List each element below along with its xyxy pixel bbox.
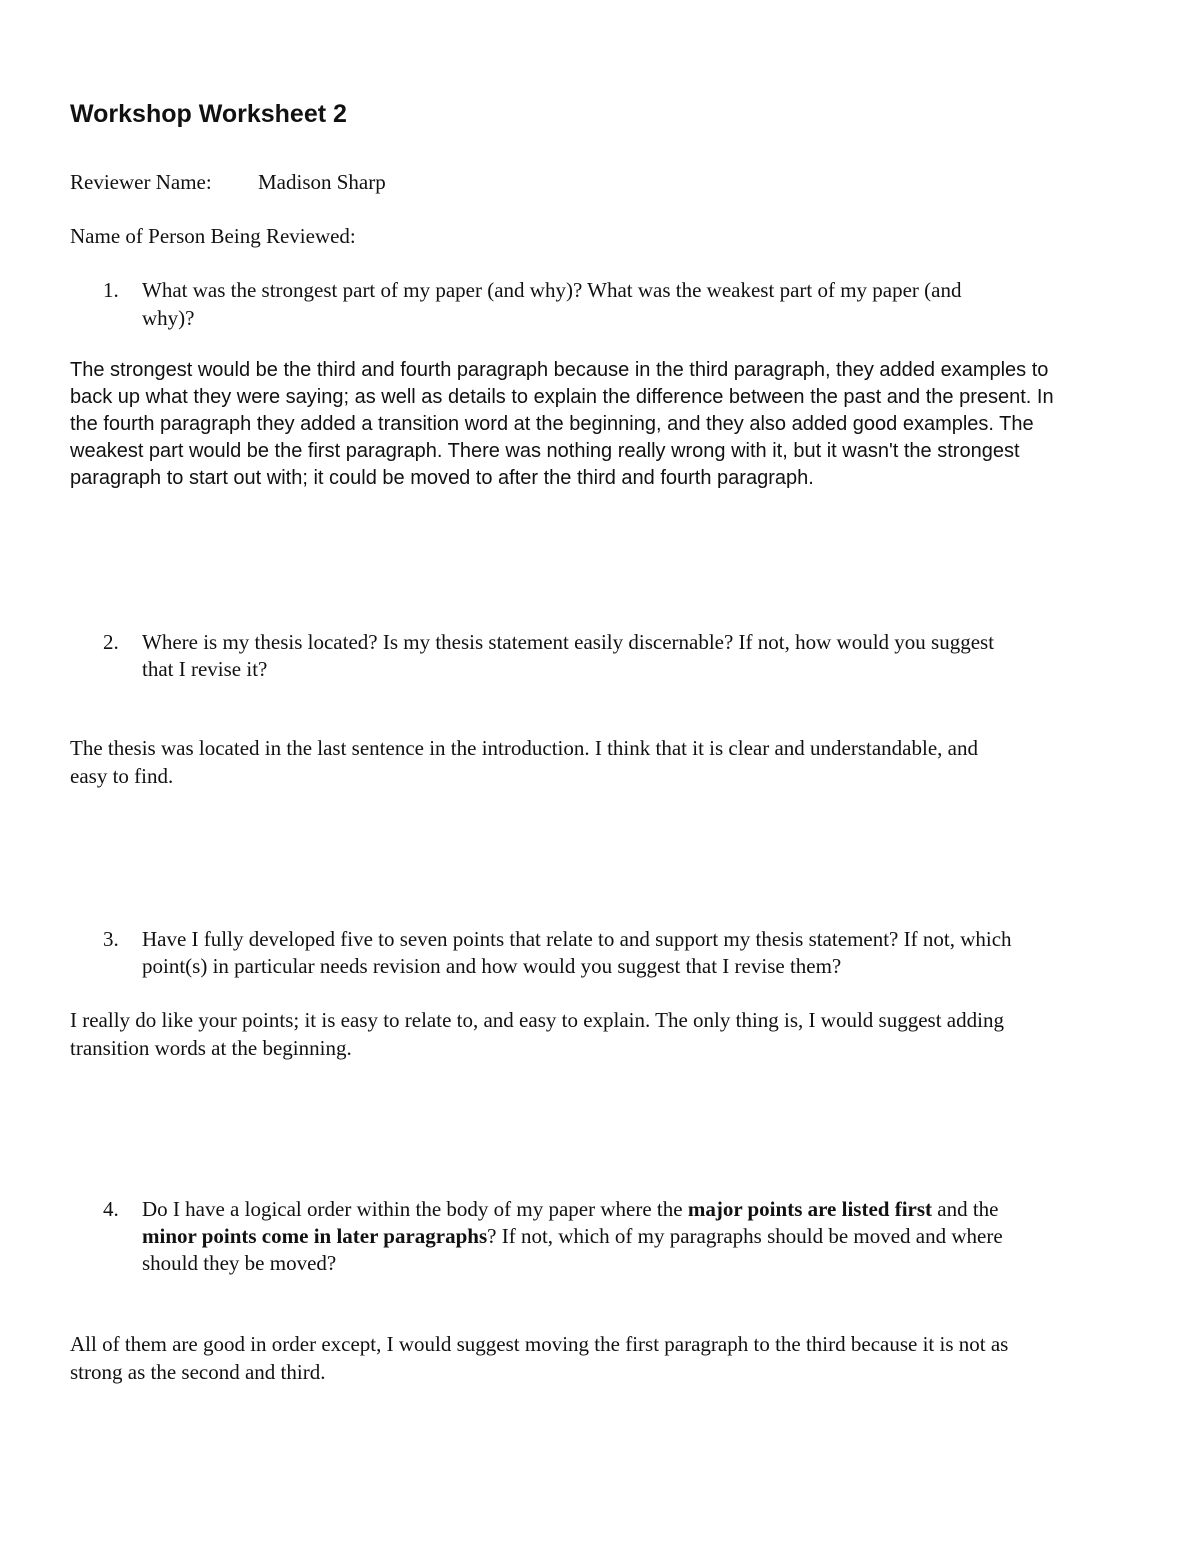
answer-3-line-1: I really do like your points; it is easy to relate to, and easy to explain. The only thing is, I would suggest adding [70,1008,1004,1032]
question-1-line-1: What was the strongest part of my paper (and why)? What was the weakest part of my paper (and [142,278,962,302]
question-4-line-2-text: ? If not, which of my paragraphs should be moved and where [487,1224,1003,1248]
answer-2-line-2: easy to find. [70,764,174,788]
question-4-line-1 [142,1195,999,1223]
question-2-line-2: that I revise it? [142,657,268,681]
question-2-number: 2. [103,630,119,654]
reviewer-name-label: Reviewer Name: [70,170,212,194]
question-4-emphasis-minor-points: minor points come in later paragraphs [142,1224,488,1248]
question-3-line-2: point(s) in particular needs revision and how would you suggest that I revise them? [142,954,842,978]
question-2-line-1: Where is my thesis located? Is my thesis statement easily discernable? If not, how would you suggest [142,630,995,654]
answer-2-line-1: The thesis was located in the last sentence in the introduction. I think that it is clear and understandable, and [70,736,978,760]
question-4-line-2 [142,1222,1003,1250]
page-title: Workshop Worksheet 2 [70,100,347,128]
question-4-line-1-end: and the [932,1197,999,1221]
answer-1-line-4: weakest part would be the first paragraph. There was nothing really wrong with it, but it wasn't the strongest [70,440,1020,462]
answer-1-line-1: The strongest would be the third and fourth paragraph because in the third paragraph, they added examples to [70,359,1049,381]
reviewed-person-label: Name of Person Being Reviewed: [70,224,356,248]
question-3-number: 3. [103,927,119,951]
question-4-emphasis-major-points: major points are listed first [687,1197,933,1221]
answer-1-line-2: back up what they were saying; as well as details to explain the difference between the past and the present. In [70,386,1054,408]
question-1-number: 1. [103,278,119,302]
answer-4-line-1: All of them are good in order except, I would suggest moving the first paragraph to the third because it is not as [70,1332,1009,1356]
question-4-line-3: should they be moved? [142,1251,337,1275]
question-1-line-2: why)? [142,306,195,330]
question-4-number: 4. [103,1197,119,1221]
question-3-line-1: Have I fully developed five to seven points that relate to and support my thesis statement? If not, which [142,927,1012,951]
reviewer-name-value: Madison Sharp [258,170,386,194]
answer-1-line-3: the fourth paragraph they added a transition word at the beginning, and they also added good examples. The [70,413,1034,435]
answer-3-line-2: transition words at the beginning. [70,1036,352,1060]
answer-1-line-5: paragraph to start out with; it could be moved to after the third and fourth paragraph. [70,467,814,489]
question-4-line-1-text: Do I have a logical order within the body of my paper where the [142,1197,688,1221]
answer-4-line-2: strong as the second and third. [70,1360,326,1384]
